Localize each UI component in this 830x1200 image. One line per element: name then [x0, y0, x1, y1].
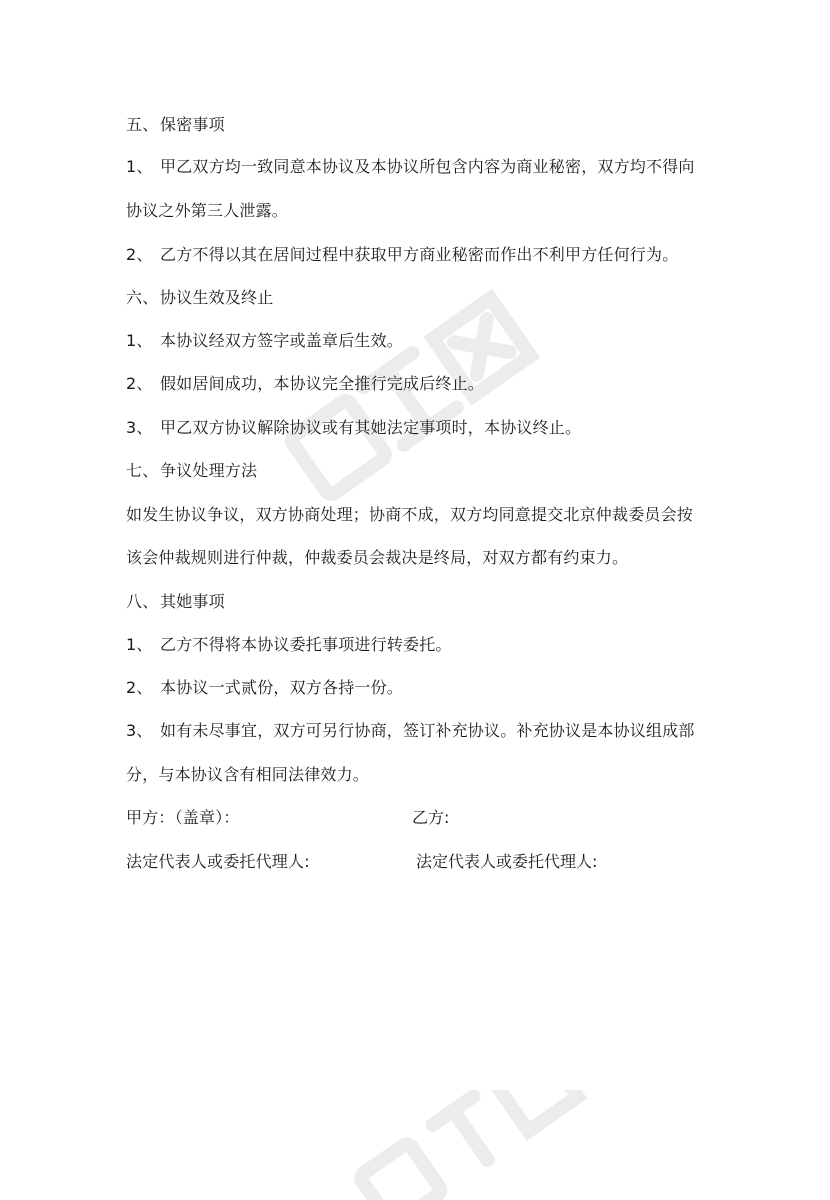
clause-text: 乙方不得将本协议委托事项进行转委托。: [160, 635, 452, 654]
section-number: 六、: [126, 288, 159, 307]
clause-number: 2、: [126, 245, 153, 264]
representative-label: 法定代表人或委托代理人:: [126, 852, 310, 871]
paragraph-text: 该会仲裁规则进行仲裁，仲裁委员会裁决是终局，对双方都有约束力。: [126, 548, 629, 567]
clause-6-2: [126, 374, 484, 394]
watermark-logo: [250, 270, 580, 530]
clause-text: 分，与本协议含有相同法律效力。: [126, 765, 370, 784]
clause-number: 2、: [126, 678, 153, 697]
section-heading-5: [126, 115, 225, 135]
clause-5-1: [126, 157, 695, 177]
section-heading-6: [126, 288, 273, 308]
clause-text: 本协议一式贰份，双方各持一份。: [160, 678, 404, 697]
clause-text: 如有未尽事宜，双方可另行协商，签订补充协议。补充协议是本协议组成部: [160, 721, 695, 740]
paragraph-text: 如发生协议争议，双方协商处理；协商不成，双方均同意提交北京仲裁委员会按: [126, 505, 694, 524]
party-a-seal-label: [126, 808, 240, 828]
clause-8-3: [126, 721, 695, 741]
section-heading-8: [126, 592, 225, 612]
clause-text: 甲乙双方协议解除协议或有其她法定事项时，本协议终止。: [160, 418, 582, 437]
clause-number: 1、: [126, 635, 153, 654]
section-heading-7: [126, 461, 257, 481]
paragraph-7-line-2: [126, 548, 628, 568]
clause-6-3: [126, 418, 581, 438]
clause-number: 3、: [126, 721, 153, 740]
clause-8-3-cont: [126, 765, 369, 785]
clause-5-2: [126, 245, 678, 265]
clause-text: 协议之外第三人泄露。: [126, 201, 289, 220]
clause-5-1-cont: [126, 201, 288, 221]
clause-8-1: [126, 635, 452, 655]
clause-text: 乙方不得以其在居间过程中获取甲方商业秘密而作出不利甲方任何行为。: [160, 245, 679, 264]
clause-number: 1、: [126, 157, 153, 176]
clause-number: 2、: [126, 374, 153, 393]
section-title: 保密事项: [160, 115, 225, 134]
clause-text: 假如居间成功，本协议完全推行完成后终止。: [160, 374, 485, 393]
section-title: 争议处理方法: [160, 461, 258, 480]
watermark-logo-bottom: [300, 1090, 630, 1200]
section-title: 协议生效及终止: [160, 288, 274, 307]
party-a-label: 甲方：（盖章）：: [126, 808, 240, 827]
clause-text: 甲乙双方均一致同意本协议及本协议所包含内容为商业秘密，双方均不得向: [160, 157, 695, 176]
clause-6-1: [126, 331, 403, 351]
section-number: 五、: [126, 115, 159, 134]
section-title: 其她事项: [160, 592, 225, 611]
party-b-representative: 法定代表人或委托代理人:: [416, 852, 598, 871]
clause-text: 本协议经双方签字或盖章后生效。: [160, 331, 404, 350]
clause-number: 3、: [126, 418, 153, 437]
party-b-label: 乙方:: [412, 808, 450, 827]
section-number: 七、: [126, 461, 159, 480]
section-number: 八、: [126, 592, 159, 611]
paragraph-7-line-1: [126, 505, 693, 525]
clause-number: 1、: [126, 331, 153, 350]
party-a-representative: [126, 852, 310, 872]
clause-8-2: [126, 678, 403, 698]
